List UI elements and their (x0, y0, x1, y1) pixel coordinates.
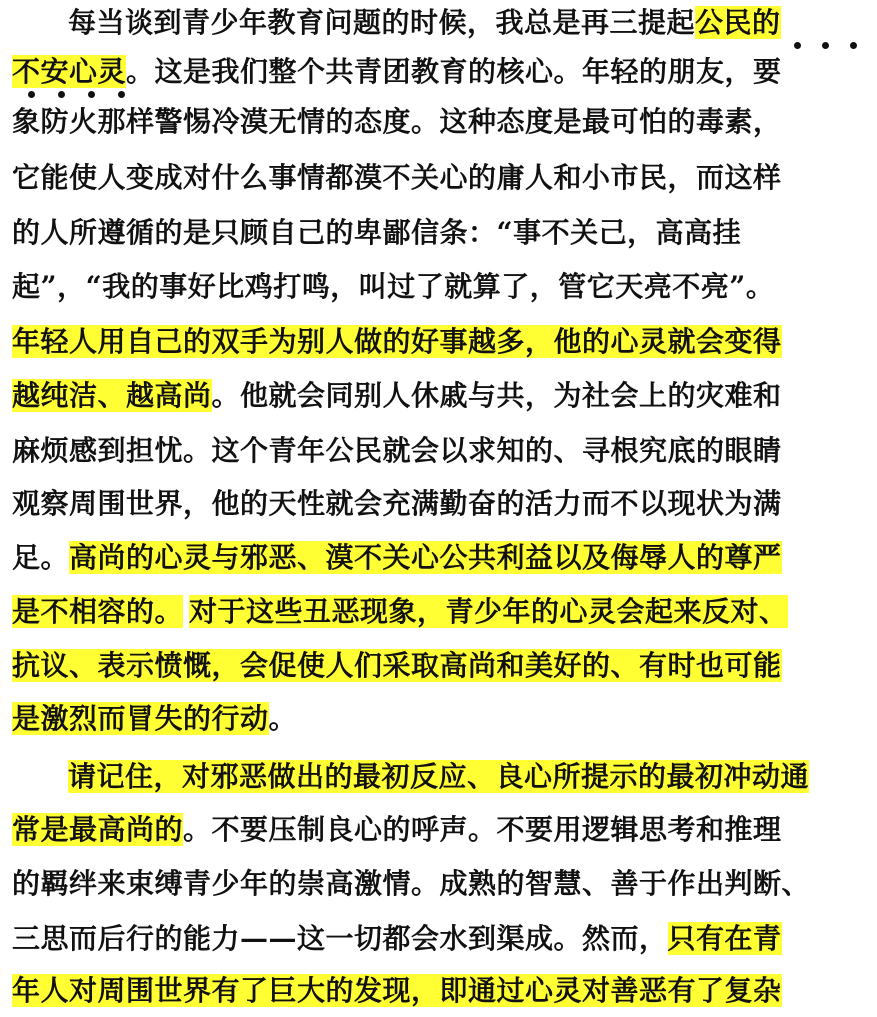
emphasis-dot (118, 91, 125, 98)
text-line (12, 101, 872, 143)
text-span: 麻烦感到担忧。这个青年公民就会以求知的、寻根究底的眼睛 (12, 434, 782, 467)
text-line (12, 212, 872, 254)
emphasis-dot (850, 42, 857, 49)
text-line (12, 375, 872, 417)
highlighted-text: 只有在青 (667, 922, 782, 955)
text-line (12, 537, 872, 579)
highlighted-text: 高尚的心灵与邪恶、漠不关心公共利益以及侮辱人的尊严 (69, 541, 782, 574)
text-span: 起”，“我的事好比鸡打鸣，叫过了就算了，管它天亮不亮”。 (12, 270, 775, 303)
text-line (12, 970, 872, 1012)
text-span: 象防火那样警惕冷漠无情的态度。这种态度是最可怕的毒素， (12, 105, 782, 138)
highlighted-text: 是不相容的。 (12, 595, 184, 628)
emphasis-dot (88, 91, 95, 98)
text-span: 观察周围世界，他的天性就会充满勤奋的活力而不以现状为满 (12, 487, 782, 520)
text-span: 。 (268, 702, 298, 735)
highlighted-text: 常是最高尚的 (12, 813, 184, 846)
text-line (12, 430, 872, 472)
text-line (12, 645, 872, 687)
text-span: 。这是我们整个共青团教育的核心。年轻的朋友，要 (126, 55, 782, 88)
text-line (12, 698, 872, 740)
text-line (12, 51, 872, 93)
highlighted-text: 是激烈而冒失的行动 (12, 702, 269, 735)
text-line (68, 2, 868, 44)
text-span: 它能使人变成对什么事情都漠不关心的庸人和小市民，而这样 (12, 161, 782, 194)
highlighted-text: 年轻人用自己的双手为别人做的好事越多，他的心灵就会变得 (12, 325, 782, 358)
text-line (12, 591, 872, 633)
text-line (12, 266, 872, 308)
text-line (12, 863, 872, 905)
emphasis-dot (794, 42, 801, 49)
emphasis-dot (28, 91, 35, 98)
text-span: 。不要压制良心的呼声。不要用逻辑思考和推理 (183, 813, 782, 846)
text-span: 。他就会同别人休戚与共，为社会上的灾难和 (211, 379, 782, 412)
text-span: 的人所遵循的是只顾自己的卑鄙信条：“事不关己，高高挂 (12, 216, 742, 249)
highlighted-text: 不安心灵 (12, 55, 127, 88)
text-line (12, 321, 872, 363)
highlighted-text: 请记住，对邪恶做出的最初反应、良心所提示的最初冲动通 (68, 760, 810, 793)
emphasis-dot (822, 42, 829, 49)
text-line (12, 918, 872, 960)
highlighted-text: 公民的 (695, 6, 781, 39)
text-span: 三思而后行的能力——这一切都会水到渠成。然而， (12, 922, 668, 955)
text-span: 足。 (12, 541, 70, 574)
text-line (68, 756, 868, 798)
text-line (12, 809, 872, 851)
highlighted-text: 对于这些丑恶现象，青少年的心灵会起来反对、 (189, 595, 788, 628)
text-line (12, 157, 872, 199)
text-span: 每当谈到青少年教育问题的时候，我总是再三提起 (68, 6, 696, 39)
highlighted-text: 抗议、表示愤慨，会促使人们采取高尚和美好的、有时也可能 (12, 649, 782, 682)
highlighted-text: 越纯洁、越高尚 (12, 379, 212, 412)
text-line (12, 483, 872, 525)
text-span: 的羁绊来束缚青少年的崇高激情。成熟的智慧、善于作出判断、 (12, 867, 811, 900)
highlighted-text: 年人对周围世界有了巨大的发现，即通过心灵对善恶有了复杂 (12, 974, 782, 1007)
emphasis-dot (58, 91, 65, 98)
